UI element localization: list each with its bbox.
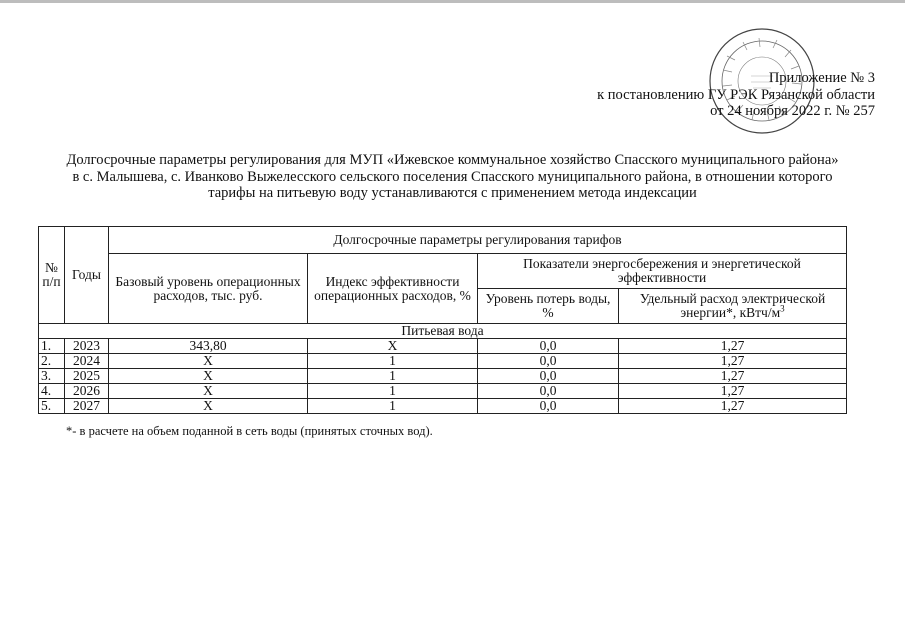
section-drinking-water: Питьевая вода	[39, 324, 847, 339]
cell-index: Х	[308, 339, 478, 354]
cell-energy: 1,27	[619, 384, 847, 399]
cell-base: 343,80	[109, 339, 308, 354]
cell-index: 1	[308, 354, 478, 369]
cell-num: 3.	[39, 369, 65, 384]
header-num: № п/п	[39, 227, 65, 324]
header-water-loss: Уровень потерь воды, %	[478, 289, 619, 324]
cell-loss: 0,0	[478, 399, 619, 414]
cell-base: Х	[109, 354, 308, 369]
attachment-resolution: к постановлению ГУ РЭК Рязанской области	[597, 86, 875, 103]
title-line-3: тарифы на питьевую воду устанавливаются с применением метода индексации	[208, 185, 697, 201]
cell-energy: 1,27	[619, 399, 847, 414]
header-group: Долгосрочные параметры регулирования тарифов	[109, 227, 847, 254]
footnote: *- в расчете на объем поданной в сеть воды (принятых сточных вод).	[66, 424, 433, 438]
page-top-rule	[0, 0, 905, 3]
cell-base: Х	[109, 384, 308, 399]
table-row	[39, 354, 847, 369]
header-year: Годы	[65, 227, 109, 324]
title-line-1: Долгосрочные параметры регулирования для МУП «Ижевское коммунальное хозяйство Спасского муниципального района»	[66, 152, 839, 168]
table-row	[39, 369, 847, 384]
table-row	[39, 384, 847, 399]
cell-index: 1	[308, 384, 478, 399]
table-row	[39, 339, 847, 354]
header-energy-group: Показатели энергосбережения и энергетической эффективности	[478, 254, 847, 289]
cell-year: 2024	[65, 354, 109, 369]
cell-year: 2026	[65, 384, 109, 399]
cell-base: Х	[109, 399, 308, 414]
header-base-expenses: Базовый уровень операционных расходов, тыс. руб.	[109, 254, 308, 324]
title-line-2: в с. Малышева, с. Иванково Выжелесского сельского поселения Спасского муниципального района, в отношении которого	[72, 168, 833, 185]
cell-year: 2025	[65, 369, 109, 384]
cell-loss: 0,0	[478, 384, 619, 399]
header-energy-consumption	[619, 289, 847, 324]
cell-index: 1	[308, 399, 478, 414]
header-energy-sup: 3	[780, 303, 785, 314]
cell-year: 2027	[65, 399, 109, 414]
table-row	[39, 399, 847, 414]
cell-num: 5.	[39, 399, 65, 414]
cell-year: 2023	[65, 339, 109, 354]
cell-num: 1.	[39, 339, 65, 354]
cell-base: Х	[109, 369, 308, 384]
cell-num: 4.	[39, 384, 65, 399]
cell-energy: 1,27	[619, 369, 847, 384]
document-title	[40, 152, 865, 202]
regulation-parameters-table	[38, 226, 847, 414]
attachment-header	[597, 70, 875, 120]
cell-energy: 1,27	[619, 354, 847, 369]
cell-energy: 1,27	[619, 339, 847, 354]
attachment-number: Приложение № 3	[768, 70, 875, 86]
cell-index: 1	[308, 369, 478, 384]
attachment-date: от 24 ноября 2022 г. № 257	[710, 103, 875, 119]
cell-loss: 0,0	[478, 354, 619, 369]
header-energy-text: Удельный расход электрической энергии*, кВтч/м	[639, 291, 826, 320]
cell-loss: 0,0	[478, 339, 619, 354]
cell-loss: 0,0	[478, 369, 619, 384]
header-efficiency-index: Индекс эффективности операционных расходов, %	[308, 254, 478, 324]
cell-num: 2.	[39, 354, 65, 369]
